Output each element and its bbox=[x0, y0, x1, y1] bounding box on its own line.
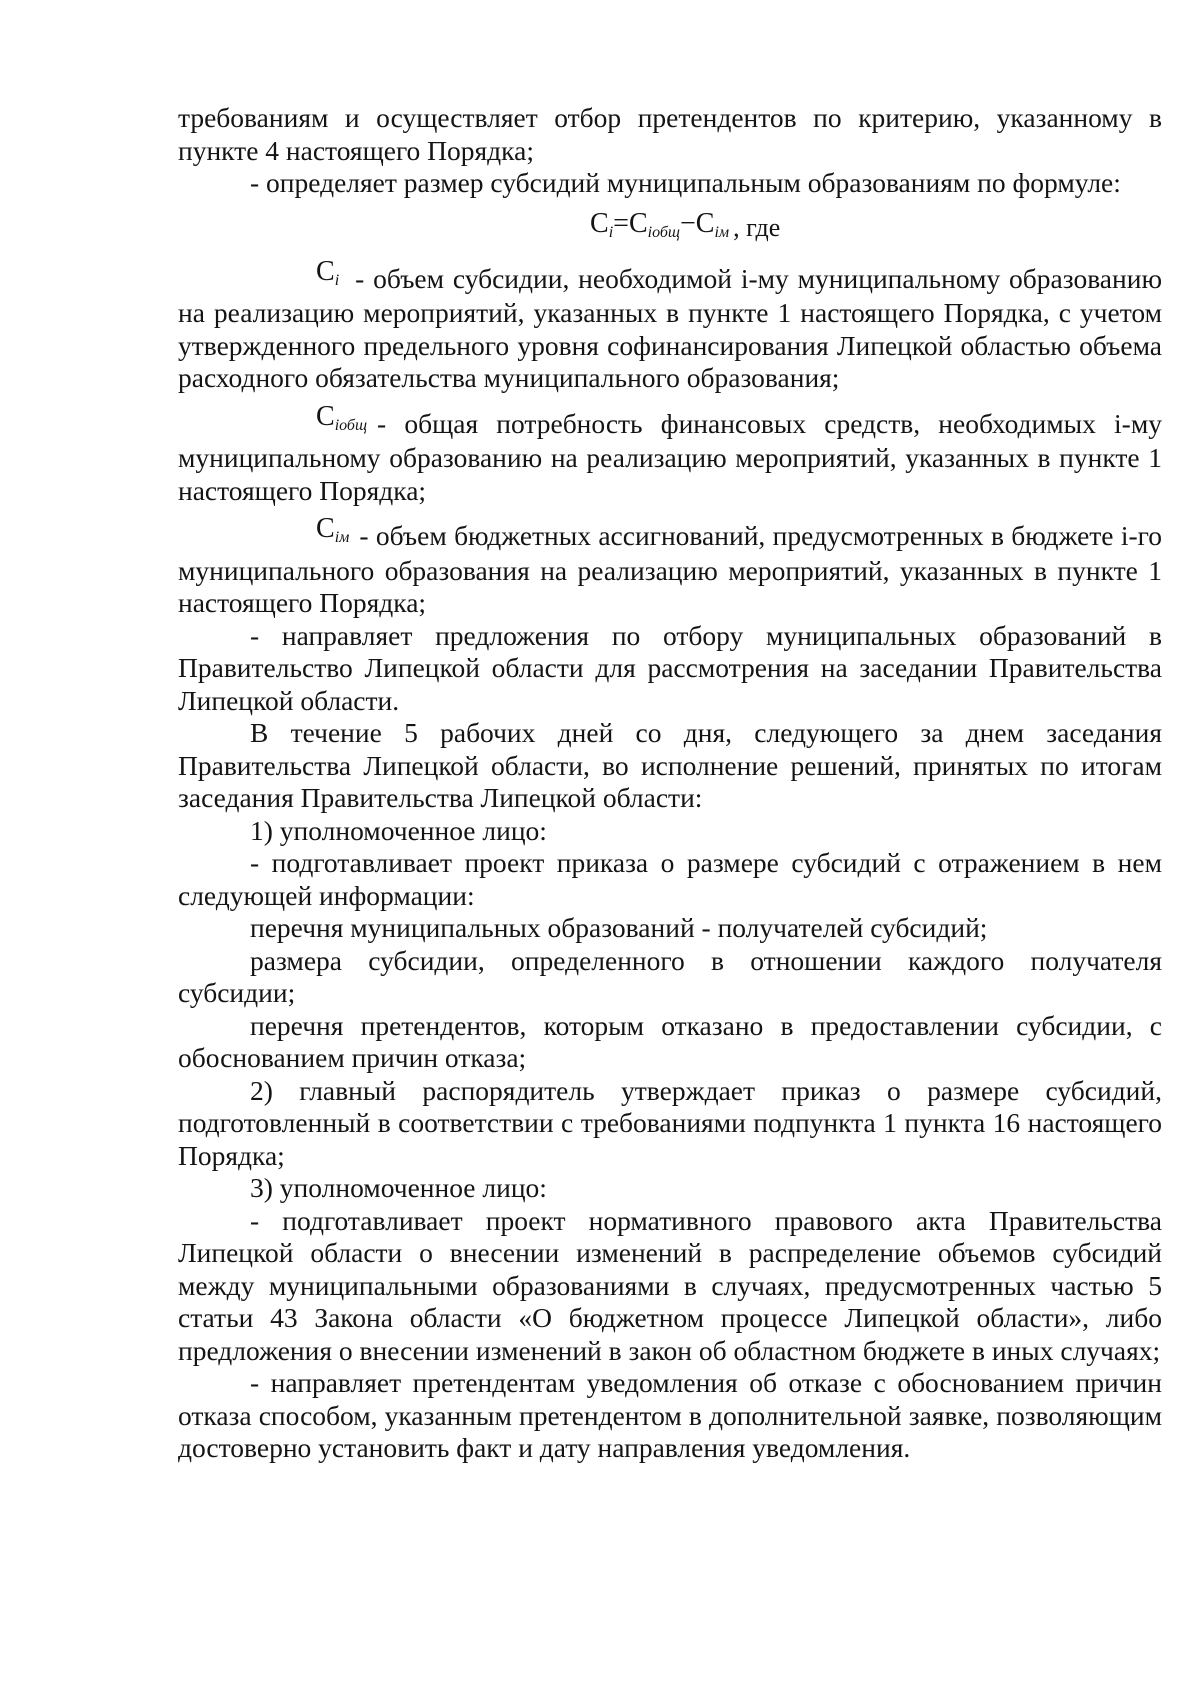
paragraph-list-recipients: перечня муниципальных образований - получателей субсидий; bbox=[250, 912, 988, 943]
paragraph-item-1: 1) уполномоченное лицо: bbox=[250, 814, 547, 846]
subsidy-formula: $С_i=С_{iобщ}-С_{iм}$ , где bbox=[590, 207, 781, 242]
symbol-ci: $С_i$ bbox=[316, 255, 340, 289]
symbol-ciobsch: $С_{iобщ}$ bbox=[316, 400, 368, 434]
definition-ci-text: - объем субсидии, необходимой i-му муниципальному образованию на реализацию мероприятий, указанных в пункте 1 настоящего Порядка, с учетом утвержденного предельного уровня софинансирования Липецкой областью объема расходного обязательства муниципального образования; bbox=[178, 262, 1162, 393]
paragraph-requirements: требованиям и осуществляет отбор претендентов по критерию, указанному в пункте 4 настоящего Порядка; bbox=[178, 102, 1162, 166]
paragraph-prepare-order: - подготавливает проект приказа о размере субсидий с отражением в нем следующей информации: bbox=[178, 847, 1162, 911]
paragraph-legal-act: - подготавливает проект нормативного правового акта Правительства Липецкой области о внесении изменений в распределение объемов субсидий между муниципальными образованиями в случаях, предусмотренных частью 5 статьи 43 Закона области «О бюджетном процессе Липецкой области», либо предложения о внесении изменений в закон об областном бюджете в иных случаях; bbox=[178, 1204, 1162, 1366]
definition-cim-text: - объем бюджетных ассигнований, предусмотренных в бюджете i-го муниципального образования на реализацию мероприятий, указанных в пункте 1 настоящего Порядка; bbox=[178, 520, 1162, 618]
definition-cim bbox=[178, 513, 1162, 620]
document-page bbox=[178, 102, 1162, 1465]
paragraph-subsidy-size: размера субсидии, определенного в отношении каждого получателя субсидии; bbox=[178, 944, 1162, 1008]
paragraph-proposals: - направляет предложения по отбору муниципальных образований в Правительство Липецкой области для рассмотрения на заседании Правительства Липецкой области. bbox=[178, 619, 1162, 716]
paragraph-item-3: 3) уполномоченное лицо: bbox=[250, 1172, 547, 1203]
paragraph-within-5-days: В течение 5 рабочих дней со дня, следующего за днем заседания Правительства Липецкой области, во исполнение решений, принятых по итогам заседания Правительства Липецкой области: bbox=[178, 717, 1162, 813]
definition-ciobsch bbox=[178, 401, 1162, 508]
formula-block bbox=[178, 200, 1162, 250]
paragraph-formula-intro: - определяет размер субсидий муниципальным образованиям по формуле: bbox=[250, 167, 1121, 198]
paragraph-item-2: 2) главный распорядитель утверждает приказ о размере субсидий, подготовленный в соответствии с требованиями подпункта 1 пункта 16 настоящего Порядка; bbox=[178, 1074, 1162, 1171]
definition-ci bbox=[178, 256, 1162, 395]
paragraph-refused-list: перечня претендентов, которым отказано в предоставлении субсидии, с обоснованием причин отказа; bbox=[178, 1009, 1162, 1073]
symbol-cim: $С_{iм}$ bbox=[316, 513, 350, 546]
paragraph-notifications: - направляет претендентам уведомления об отказе с обоснованием причин отказа способом, указанным претендентом в дополнительной заявке, позволяющим достоверно установить факт и дату направления уведомления. bbox=[178, 1367, 1162, 1463]
definition-ciobsch-text: - общая потребность финансовых средств, необходимых i-му муниципальному образованию на реализацию мероприятий, указанных в пункте 1 настоящего Порядка; bbox=[178, 407, 1162, 506]
